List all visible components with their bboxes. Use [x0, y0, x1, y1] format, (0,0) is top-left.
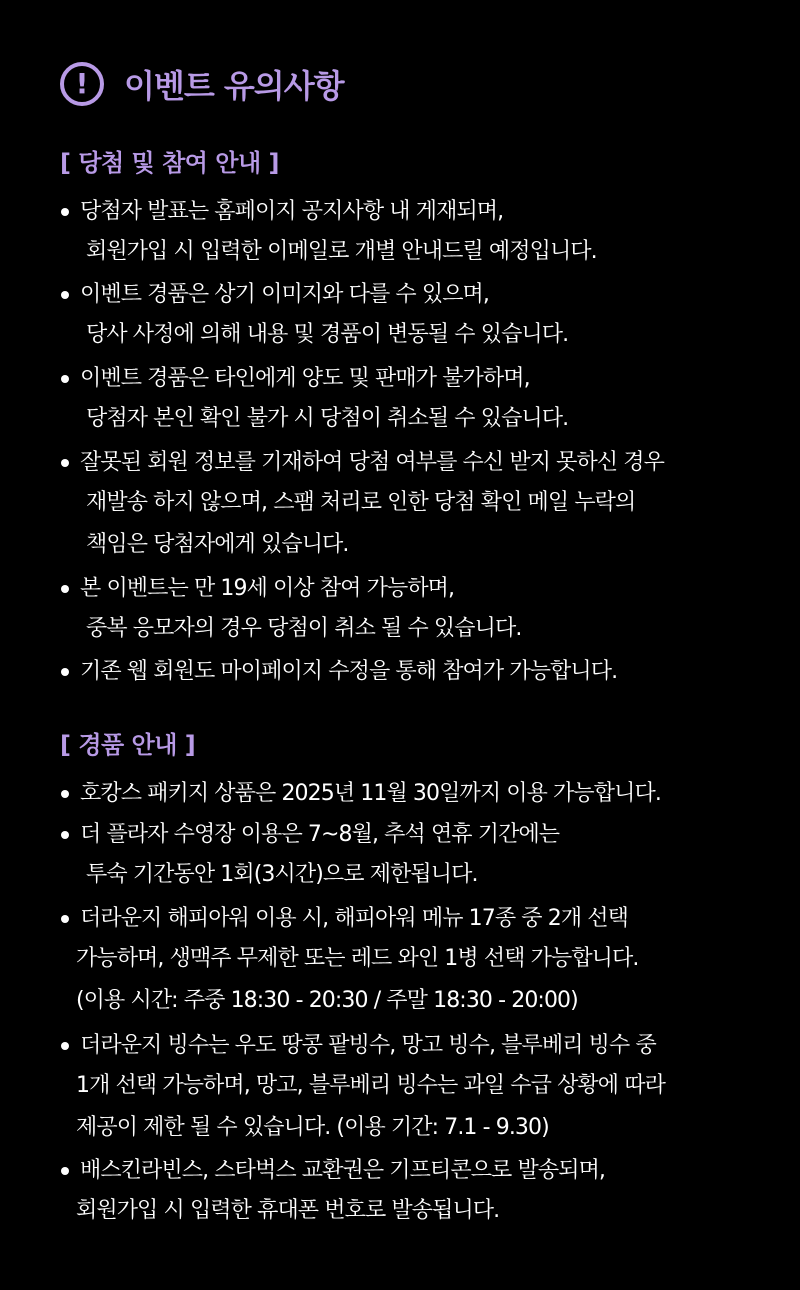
bullet-dot — [61, 1042, 69, 1050]
bullet-dot — [61, 375, 69, 383]
list-item-line: 더 플라자 수영장 이용은 7~8월, 추석 연휴 기간에는 — [80, 822, 560, 847]
list-item-line: 기존 웹 회원도 마이페이지 수정을 통해 참여가 가능합니다. — [80, 659, 618, 684]
bullet-dot — [61, 291, 69, 299]
list-item-line: 이벤트 경품은 타인에게 양도 및 판매가 불가하며, — [80, 366, 530, 391]
bullet-dot — [61, 585, 69, 593]
bullet-dot — [61, 668, 69, 676]
list-item-line: 잘못된 회원 정보를 기재하여 당첨 여부를 수신 받지 못하신 경우 — [80, 450, 664, 475]
exclamation-circle-icon: ! — [60, 62, 104, 106]
bullet-dot — [61, 459, 69, 467]
bullet-dot — [61, 790, 69, 798]
list-item-line: 투숙 기간동안 1회(3시간)으로 제한됩니다. — [86, 862, 478, 887]
list-item-line: 중복 응모자의 경우 당첨이 취소 될 수 있습니다. — [86, 616, 522, 641]
list-item-line: 본 이벤트는 만 19세 이상 참여 가능하며, — [80, 576, 455, 601]
list-item-line: 책임은 당첨자에게 있습니다. — [86, 532, 349, 557]
list-item-line: 이벤트 경품은 상기 이미지와 다를 수 있으며, — [80, 282, 489, 307]
notice-header — [60, 58, 344, 110]
list-item-line: 1개 선택 가능하며, 망고, 블루베리 빙수는 과일 수급 상황에 따라 — [76, 1073, 665, 1098]
list-item-line: 당첨자 본인 확인 불가 시 당첨이 취소될 수 있습니다. — [86, 406, 569, 431]
list-item-line: 당첨자 발표는 홈페이지 공지사항 내 게재되며, — [80, 199, 504, 224]
list-item-line: 더라운지 해피아워 이용 시, 해피아워 메뉴 17종 중 2개 선택 — [80, 906, 628, 931]
bullet-dot — [61, 831, 69, 839]
section-title-prizes: [ 경품 안내 ] — [60, 731, 196, 759]
list-item-line: 제공이 제한 될 수 있습니다. (이용 기간: 7.1 - 9.30) — [76, 1115, 549, 1140]
list-item-line: 회원가입 시 입력한 휴대폰 번호로 발송됩니다. — [76, 1198, 500, 1223]
bullet-dot — [61, 208, 69, 216]
list-item-line: 당사 사정에 의해 내용 및 경품이 변동될 수 있습니다. — [86, 322, 569, 347]
list-item-line: 가능하며, 생맥주 무제한 또는 레드 와인 1병 선택 가능합니다. — [76, 946, 639, 971]
section-title-winning: [ 당첨 및 참여 안내 ] — [60, 149, 280, 177]
list-item-line: 배스킨라빈스, 스타벅스 교환권은 기프티콘으로 발송되며, — [80, 1158, 606, 1183]
list-item-line: 호캉스 패키지 상품은 2025년 11월 30일까지 이용 가능합니다. — [80, 781, 661, 806]
list-item-line: 회원가입 시 입력한 이메일로 개별 안내드릴 예정입니다. — [86, 239, 597, 264]
bullet-dot — [61, 1167, 69, 1175]
list-item-line: 더라운지 빙수는 우도 땅콩 팥빙수, 망고 빙수, 블루베리 빙수 중 — [80, 1033, 656, 1058]
bullet-dot — [61, 915, 69, 923]
page-title: 이벤트 유의사항 — [124, 67, 344, 105]
list-item-line: 재발송 하지 않으며, 스팸 처리로 인한 당첨 확인 메일 누락의 — [86, 490, 636, 515]
list-item-line: (이용 시간: 주중 18:30 - 20:30 / 주말 18:30 - 20:00) — [76, 988, 578, 1013]
